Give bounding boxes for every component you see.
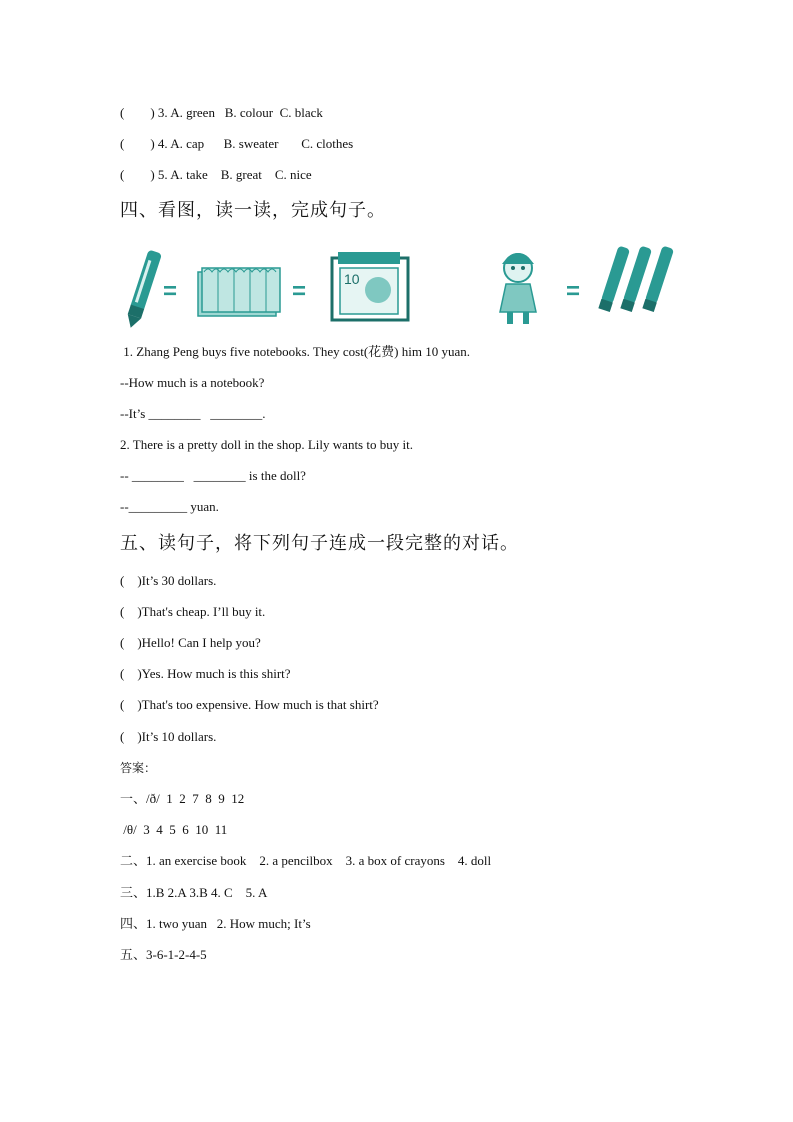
question-5: ( ) 5. A. take B. great C. nice <box>120 167 312 182</box>
answer-line: /θ/ 3 4 5 6 10 11 <box>120 822 228 837</box>
equals-sign: = <box>566 278 581 305</box>
question-4: ( ) 4. A. cap B. sweater C. clothes <box>120 136 354 151</box>
dialogue-line: ( )It’s 10 dollars. <box>120 729 217 744</box>
section-4-line: 1. Zhang Peng buys five notebooks. They cost(花费) him 10 yuan. <box>120 344 470 359</box>
dialogue-line: ( )That's too expensive. How much is that shirt? <box>120 697 379 712</box>
dialogue-line: ( )Yes. How much is this shirt? <box>120 666 291 681</box>
equals-sign: = <box>292 278 307 305</box>
section-5-heading: 五、读句子，将下列句子连成一段完整的对话。 <box>120 533 519 554</box>
answer-line: 二、1. an exercise book 2. a pencilbox 3. a box of crayons 4. doll <box>120 853 492 868</box>
doll-icon <box>500 253 536 324</box>
price-picture-row <box>118 242 678 332</box>
question-3: ( ) 3. A. green B. colour C. black <box>120 105 323 120</box>
section-4-line: -- ________ ________ is the doll? <box>120 468 306 483</box>
banknote-icon <box>332 252 408 320</box>
section-4-line: --How much is a notebook? <box>120 375 265 390</box>
answer-line: 三、1.B 2.A 3.B 4. C 5. A <box>120 885 268 900</box>
pen-icon <box>124 249 162 329</box>
dialogue-line: ( )That's cheap. I’ll buy it. <box>120 604 266 619</box>
equals-sign: = <box>163 278 178 305</box>
section-4-line: 2. There is a pretty doll in the shop. Lily wants to buy it. <box>120 437 413 452</box>
answer-line: 五、3-6-1-2-4-5 <box>120 947 207 962</box>
section-4-line: --_________ yuan. <box>120 499 219 514</box>
answers-title: 答案： <box>120 761 157 775</box>
notebooks-icon <box>198 268 280 316</box>
section-4-heading: 四、看图，读一读，完成句子。 <box>120 200 386 221</box>
answer-line: 一、/ð/ 1 2 7 8 9 12 <box>120 791 245 806</box>
dialogue-line: ( )It’s 30 dollars. <box>120 573 217 588</box>
answer-line: 四、1. two yuan 2. How much; It’s <box>120 916 311 931</box>
banknote-value: 10 <box>344 271 360 287</box>
dialogue-line: ( )Hello! Can I help you? <box>120 635 261 650</box>
section-4-line: --It’s ________ ________. <box>120 406 266 421</box>
three-pens-icon <box>598 245 674 311</box>
